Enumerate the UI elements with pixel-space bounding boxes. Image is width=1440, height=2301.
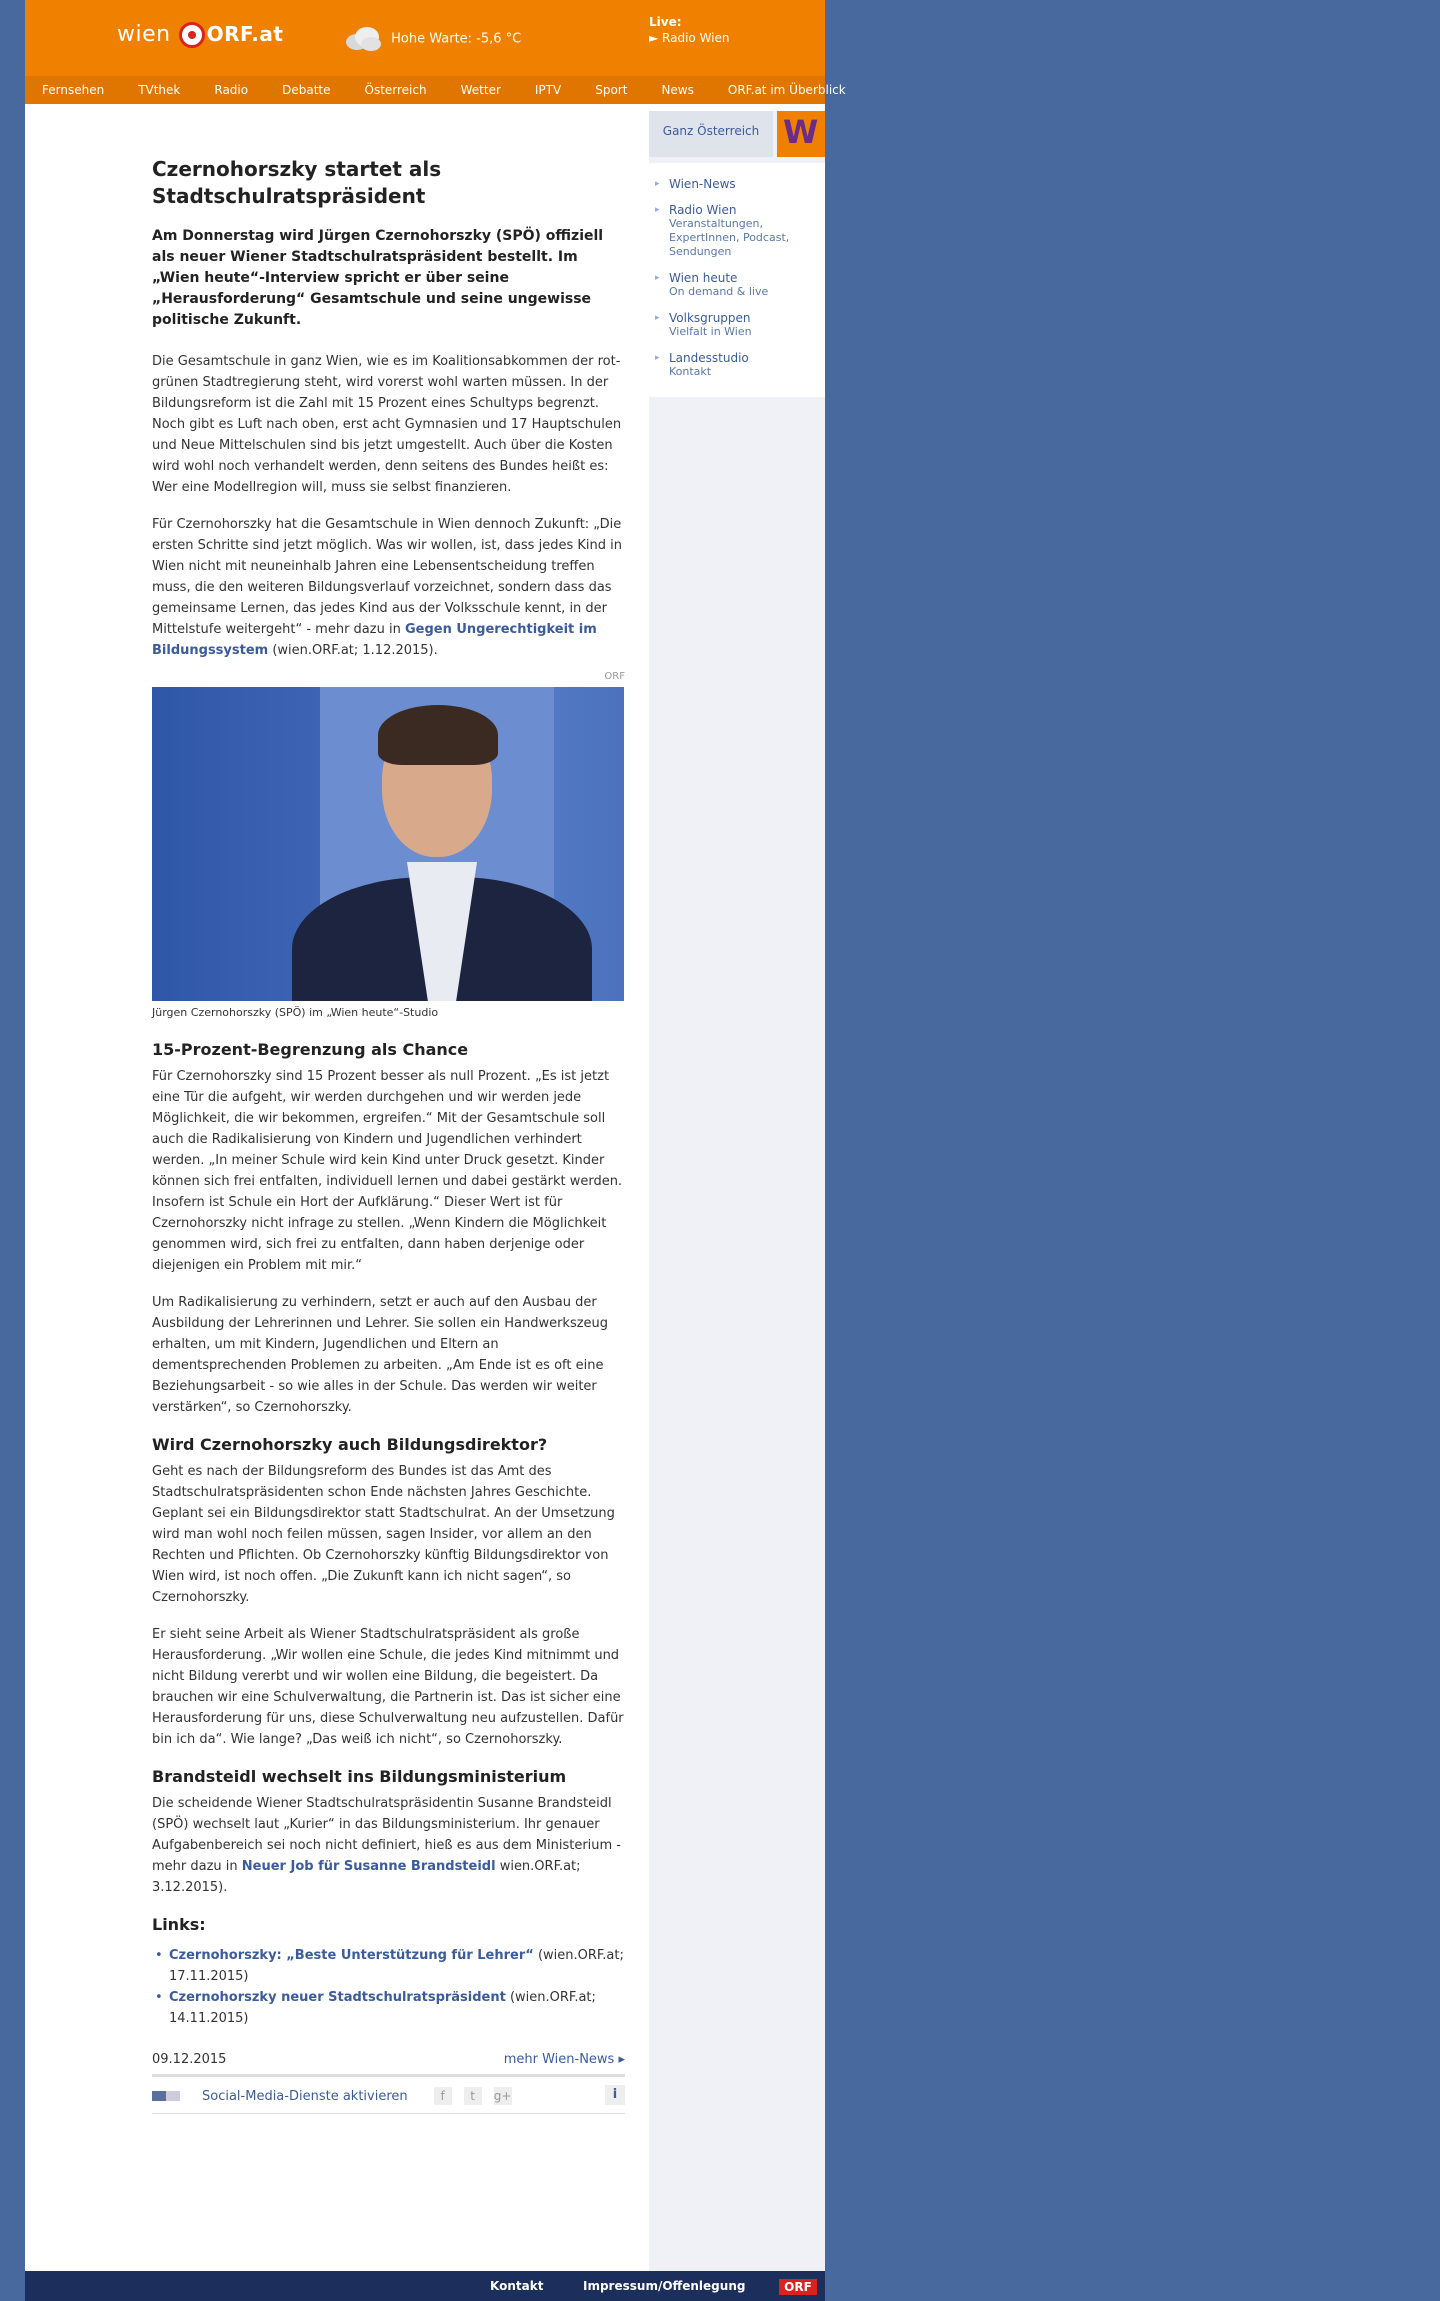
- social-activate-label[interactable]: Social-Media-Dienste aktivieren: [202, 2088, 408, 2104]
- footer: [25, 2271, 825, 2301]
- sidebar-item-volksgruppen[interactable]: [649, 311, 825, 351]
- paragraph-7-text: Die scheidende Wiener Stadtschulratspräsidentin Susanne Brandsteidl (SPÖ) wechselt laut „Kurier“ in das Bildungsministerium. Ihr genauer Aufgabenbereich sei noch nicht definiert, hieß es aus dem Ministerium - mehr dazu in: [152, 1796, 622, 1874]
- nav-item-iptv[interactable]: IPTV: [534, 83, 562, 97]
- sidebar-top: [649, 111, 825, 157]
- subheading-3: Brandsteidl wechselt ins Bildungsministerium: [152, 1767, 567, 1786]
- nav-item-radio[interactable]: Radio: [214, 83, 249, 97]
- article-title: Czernohorszky startet als Stadtschulratspräsident: [152, 157, 442, 208]
- sidebar-item-label: Wien heute: [669, 271, 738, 285]
- article-dateline: [152, 2049, 625, 2077]
- nav-item-ueberblick[interactable]: ORF.at im Überblick: [727, 83, 846, 97]
- paragraph-6: Er sieht seine Arbeit als Wiener Stadtschulratspräsident als große Herausforderung. „Wir wollen eine Schule, die jedes Kind mitnimmt und nicht Bildung vererbt und wir wollen eine Bildung, die begeistert. Da brauchen wir eine Schulverwaltung, die Partnerin ist. Das ist sicher eine Herausforderung für uns, diese Schulverwaltung neu aufzustellen. Dafür bin ich da“. Wie lange? „Das weiß ich nicht“, so Czernohorszky.: [152, 1627, 624, 1747]
- related-link-1-source: (wien.ORF.at; 17.11.2015): [169, 1948, 624, 1984]
- photo-credit: ORF: [604, 671, 625, 682]
- photo-person-hair: [378, 705, 498, 765]
- related-link-1[interactable]: Czernohorszky: „Beste Unterstützung für Lehrer“: [169, 1948, 534, 1963]
- nav-item-sport[interactable]: Sport: [595, 83, 628, 97]
- article: [152, 148, 625, 2114]
- social-bar: [152, 2085, 625, 2114]
- list-item: [169, 1945, 625, 1987]
- paragraph-2-text: Für Czernohorszky hat die Gesamtschule in Wien dennoch Zukunft: „Die ersten Schritte sind jetzt möglich. Was wir wollen, ist, dass jedes Kind in Wien nicht mit neuneinhalb Jahren eine Lebensentscheidung treffen muss, die den weiteren Bildungsverlauf vorzeichnet, sondern dass das gemeinsame Lernen, das jedes Kind aus der Volksschule kennt, in der Mittelstufe weitergeht“ - mehr dazu in: [152, 517, 622, 637]
- logo-orf: ORF.at: [206, 22, 284, 46]
- weather-text: Hohe Warte: -5,6 °C: [391, 31, 522, 47]
- nav-item-news[interactable]: News: [661, 83, 694, 97]
- article-date: 09.12.2015: [152, 2052, 227, 2067]
- header: [25, 0, 825, 76]
- paragraph-4: Um Radikalisierung zu verhindern, setzt er auch auf den Ausbau der Ausbildung der Lehrerinnen und Lehrer. Sie sollen ein Handwerkszeug erhalten, um mit Kindern, Jugendlichen und Eltern an dementsprechenden Problemen zu arbeiten. „Am Ende ist es oft eine Beziehungsarbeit - so wie alles in der Schule. Das werden wir weiter verstärken“, so Czernohorszky.: [152, 1295, 609, 1415]
- sidebar-item-label: Landesstudio: [669, 351, 749, 365]
- page-container: [25, 0, 846, 2301]
- link-ungerechtigkeit[interactable]: Gegen Ungerechtigkeit im Bildungssystem: [152, 622, 597, 658]
- orf-eye-icon: [179, 22, 205, 48]
- photo-caption: Jürgen Czernohorszky (SPÖ) im „Wien heute“-Studio: [152, 1006, 439, 1019]
- footer-impressum-link[interactable]: Impressum/Offenlegung: [583, 2279, 746, 2293]
- weather-widget[interactable]: [343, 26, 521, 52]
- ganz-oesterreich-button[interactable]: Ganz Österreich: [649, 111, 773, 157]
- article-photo: [152, 687, 624, 1001]
- footer-kontakt-link[interactable]: Kontakt: [490, 2279, 544, 2293]
- paragraph-7: [152, 1793, 625, 1898]
- links-heading: Links:: [152, 1915, 206, 1934]
- nav-item-debatte[interactable]: Debatte: [282, 83, 331, 97]
- logo[interactable]: [117, 22, 283, 48]
- subheading-1: 15-Prozent-Begrenzung als Chance: [152, 1040, 469, 1059]
- info-icon[interactable]: i: [605, 2085, 625, 2105]
- article-lead: Am Donnerstag wird Jürgen Czernohorszky (SPÖ) offiziell als neuer Wiener Stadtschulratspräsident bestellt. Im „Wien heute“-Interview spricht er über seine „Herausforderung“ Gesamtschule und seine ungewisse politische Zukunft.: [152, 228, 604, 328]
- live-radio[interactable]: [649, 14, 730, 46]
- sidebar-item-sub: Kontakt: [669, 365, 712, 378]
- nav-item-oesterreich[interactable]: Österreich: [364, 83, 427, 97]
- sidebar-item-sub: On demand & live: [669, 285, 769, 298]
- more-news-link[interactable]: mehr Wien-News ▸: [503, 2052, 625, 2067]
- sidebar-item-label: Wien-News: [669, 177, 736, 191]
- logo-wien: wien: [117, 22, 171, 47]
- social-toggle[interactable]: [152, 2091, 180, 2101]
- twitter-icon[interactable]: t: [464, 2087, 482, 2105]
- google-plus-icon[interactable]: g+: [493, 2089, 512, 2103]
- footer-orf-logo[interactable]: ORF: [779, 2279, 817, 2295]
- subheading-2: Wird Czernohorszky auch Bildungsdirektor?: [152, 1435, 548, 1454]
- nav-item-fernsehen[interactable]: Fernsehen: [42, 83, 105, 97]
- wien-w-logo[interactable]: [777, 111, 825, 157]
- sidebar-item-wien-news[interactable]: [649, 177, 825, 203]
- sidebar-item-label: Volksgruppen: [669, 311, 751, 325]
- live-label: Live:: [649, 15, 682, 29]
- paragraph-3: Für Czernohorszky sind 15 Prozent besser als null Prozent. „Es ist jetzt eine Tür die aufgeht, wir werden durchgehen und wir werden jede Möglichkeit, die wir bekommen, ergreifen.“ Mit der Gesamtschule soll auch die Radikalisierung von Kindern und Jugendlichen verhindert werden. „In meiner Schule wird kein Kind unter Druck gesetzt. Kinder können sich frei entfalten, individuell lernen und dabei gestärkt werden. Insofern ist Schule ein Hort der Aufklärung.“ Dieser Wert ist für Czernohorszky nicht infrage zu stellen. „Wenn Kindern die Möglichkeit genommen wird, sich frei zu entfalten, dann haben derjenige oder diejenigen ein Problem mit mir.“: [152, 1069, 623, 1273]
- live-station: ► Radio Wien: [649, 31, 730, 45]
- wien-w-letter: W: [783, 113, 819, 151]
- related-link-2-source: (wien.ORF.at; 14.11.2015): [169, 1990, 596, 2026]
- sidebar-item-radio-wien[interactable]: [649, 203, 825, 271]
- cloud-icon: [343, 26, 383, 52]
- nav-item-tvthek[interactable]: TVthek: [138, 83, 181, 97]
- nav-item-wetter[interactable]: Wetter: [460, 83, 501, 97]
- list-item: [169, 1987, 625, 2029]
- sidebar-item-wien-heute[interactable]: [649, 271, 825, 311]
- sidebar-item-sub: Veranstaltungen, ExpertInnen, Podcast, Sendungen: [669, 217, 790, 258]
- link-brandsteidl[interactable]: Neuer Job für Susanne Brandsteidl: [241, 1859, 496, 1874]
- paragraph-5: Geht es nach der Bildungsreform des Bundes ist das Amt des Stadtschulratspräsidenten schon Ende nächsten Jahres Geschichte. Geplant sei ein Bildungsdirektor statt Stadtschulrat. An der Umsetzung wird man wohl noch feilen müssen, sagen Insider, vor allem an den Rechten und Pflichten. Ob Czernohorszky künftig Bildungsdirektor von Wien wird, ist noch offen. „Die Zukunft kann ich nicht sagen“, so Czernohorszky.: [152, 1464, 615, 1605]
- sidebar-item-landesstudio[interactable]: [649, 351, 825, 391]
- sidebar: [649, 111, 825, 2271]
- facebook-icon[interactable]: f: [434, 2087, 452, 2105]
- paragraph-1: Die Gesamtschule in ganz Wien, wie es im Koalitionsabkommen der rot-grünen Stadtregierung steht, wird vorerst wohl warten müssen. In der Bildungsreform ist die Zahl mit 15 Prozent eines Schultyps begrenzt. Noch gibt es Luft nach oben, erst acht Gymnasien und 17 Hauptschulen und Neue Mittelschulen sind bis jetzt umgestellt. Auch über die Kosten wird wohl noch verhandelt werden, denn seitens des Bundes heißt es: Wer eine Modellregion will, muss sie selbst finanzieren.: [152, 354, 622, 495]
- paragraph-2: [152, 514, 625, 661]
- sidebar-item-label: Radio Wien: [669, 203, 737, 217]
- related-links: [152, 1945, 625, 2029]
- sidebar-menu: [649, 163, 825, 397]
- sidebar-item-sub: Vielfalt in Wien: [669, 325, 752, 338]
- paragraph-7-source: wien.ORF.at; 3.12.2015).: [152, 1859, 581, 1895]
- paragraph-2-source: (wien.ORF.at; 1.12.2015).: [268, 643, 438, 658]
- related-link-2[interactable]: Czernohorszky neuer Stadtschulratspräsident: [169, 1990, 506, 2005]
- main-nav: [25, 76, 846, 104]
